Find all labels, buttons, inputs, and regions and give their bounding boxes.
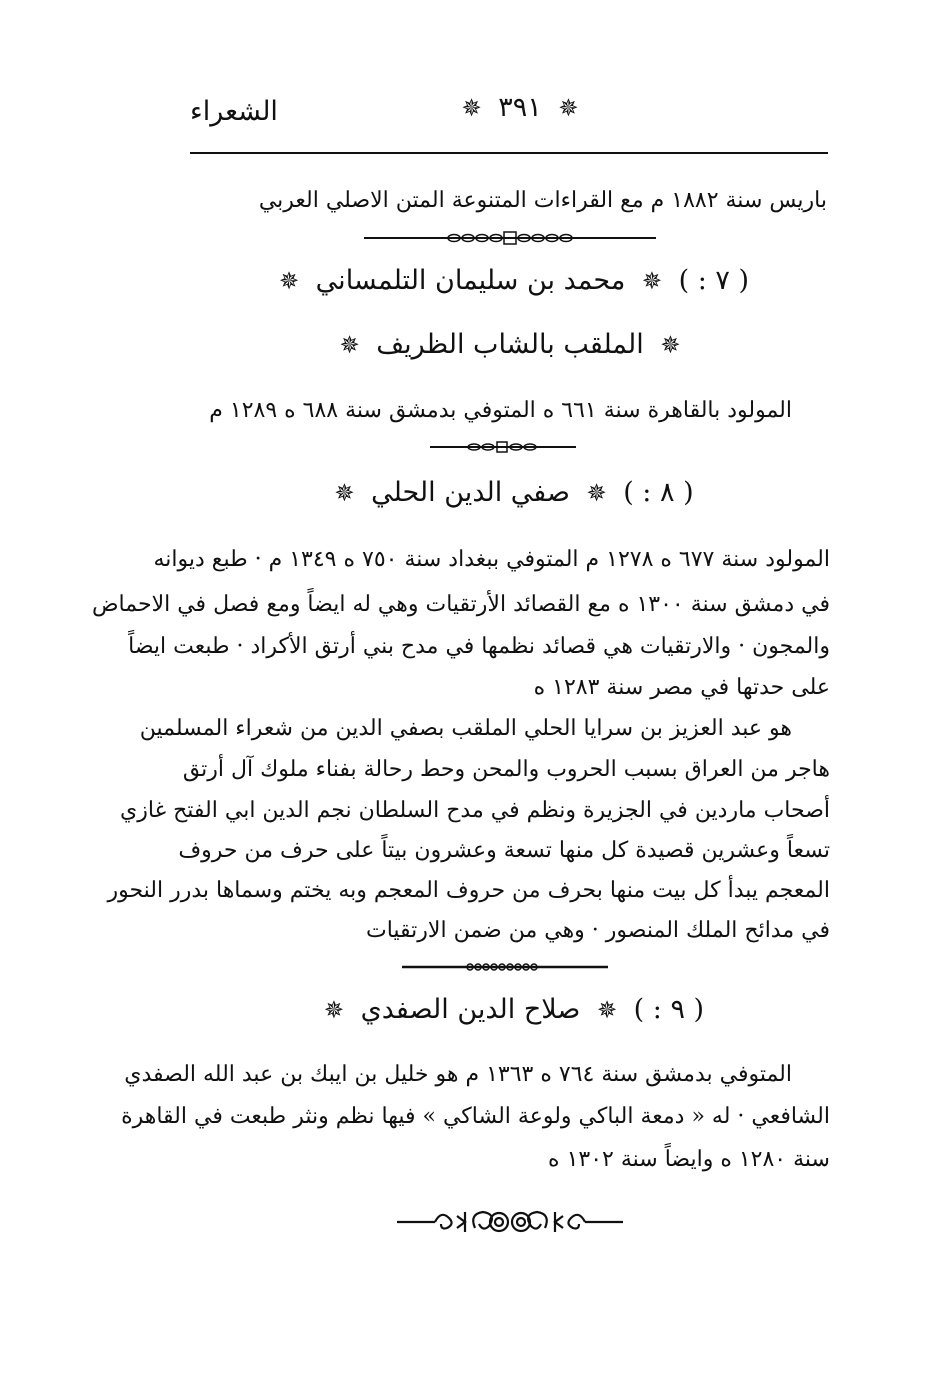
entry-9-line-2: الشافعي · له « دمعة الباكي ولوعة الشاكي » فيها نظم ونثر طبعت في القاهرة	[121, 1104, 830, 1129]
running-head-section-title: الشعراء	[190, 96, 278, 127]
entry-8-line-5: هو عبد العزيز بن سرايا الحلي الملقب بصفي الدين من شعراء المسلمين	[139, 716, 792, 741]
page-number: ٣٩١	[498, 92, 542, 123]
continuation-line: باريس سنة ١٨٨٢ م مع القراءات المتنوعة المتن الاصلي العربي	[258, 188, 827, 213]
star-ornament-icon: ✵	[334, 479, 355, 507]
star-ornament-icon: ✵	[641, 267, 662, 295]
entry-9-line-3: سنة ١٢٨٠ ه وايضاً سنة ١٣٠٢ ه	[548, 1147, 830, 1172]
end-ornament	[395, 1198, 625, 1246]
entry-7-number: ( ٧ : )	[678, 265, 750, 296]
entry-8-heading	[190, 478, 830, 508]
entry-8-name: صفي الدين الحلي	[371, 477, 570, 508]
entry-9-number: ( ٩ : )	[633, 994, 705, 1025]
entry-8-number: ( ٨ : )	[623, 477, 694, 508]
entry-7-name: محمد بن سليمان التلمساني	[315, 265, 626, 296]
star-ornament-icon: ✵	[323, 996, 345, 1024]
entry-8-line-10: في مدائح الملك المنصور · وهي من ضمن الارتقيات	[366, 918, 830, 943]
entry-8-line-9: المعجم يبدأ كل بيت منها بحرف من حروف المعجم وبه يختم وسماها بدرر النحور	[107, 878, 830, 903]
page-number-header	[450, 92, 590, 123]
entry-8-line-4: على حدتها في مصر سنة ١٢٨٣ ه	[533, 675, 830, 700]
divider-ornament-3	[400, 960, 610, 974]
entry-7-line-1: المولود بالقاهرة سنة ٦٦١ ه المتوفي بدمشق سنة ٦٨٨ ه ١٢٨٩ م	[209, 398, 792, 423]
divider-ornament-1	[362, 230, 658, 246]
entry-8-line-2: في دمشق سنة ١٣٠٠ ه مع القصائد الأرتقيات وهي له ايضاً ومع فصل في الاحماض	[91, 592, 830, 617]
entry-7-epithet: الملقب بالشاب الظريف	[376, 329, 644, 360]
entry-7-heading	[190, 266, 830, 296]
star-ornament-icon: ✵	[339, 331, 360, 359]
entry-8-line-1: المولود سنة ٦٧٧ ه ١٢٧٨ م المتوفي ببغداد سنة ٧٥٠ ه ١٣٤٩ م · طبع ديوانه	[153, 547, 830, 572]
star-ornament-icon: ✵	[660, 331, 681, 359]
entry-9-line-1: المتوفي بدمشق سنة ٧٦٤ ه ١٣٦٣ م هو خليل بن ايبك بن عبد الله الصفدي	[124, 1062, 792, 1087]
entry-9-heading	[190, 995, 830, 1025]
star-ornament-icon: ✵	[278, 267, 300, 295]
star-ornament-icon: ✵	[461, 94, 482, 122]
star-ornament-icon: ✵	[596, 996, 618, 1024]
star-ornament-icon: ✵	[558, 94, 579, 122]
entry-9-name: صلاح الدين الصفدي	[360, 994, 581, 1025]
entry-8-line-6: هاجر من العراق بسبب الحروب والمحن وحط رحالة بفناء ملوك آل أرتق	[182, 757, 830, 782]
entry-7-epithet-line	[190, 330, 830, 360]
divider-ornament-2	[428, 440, 578, 454]
entry-8-line-7: أصحاب ماردين في الجزيرة ونظم في مدح السلطان نجم الدين ابي الفتح غازي	[120, 798, 830, 823]
entry-8-line-8: تسعاً وعشرين قصيدة كل منها تسعة وعشرون بيتاً على حرف من حروف	[178, 838, 830, 863]
star-ornament-icon: ✵	[586, 479, 607, 507]
entry-8-line-3: والمجون · والارتقيات هي قصائد نظمها في مدح بني أرتق الأكراد · طبعت ايضاً	[128, 634, 830, 659]
header-rule	[190, 152, 828, 154]
